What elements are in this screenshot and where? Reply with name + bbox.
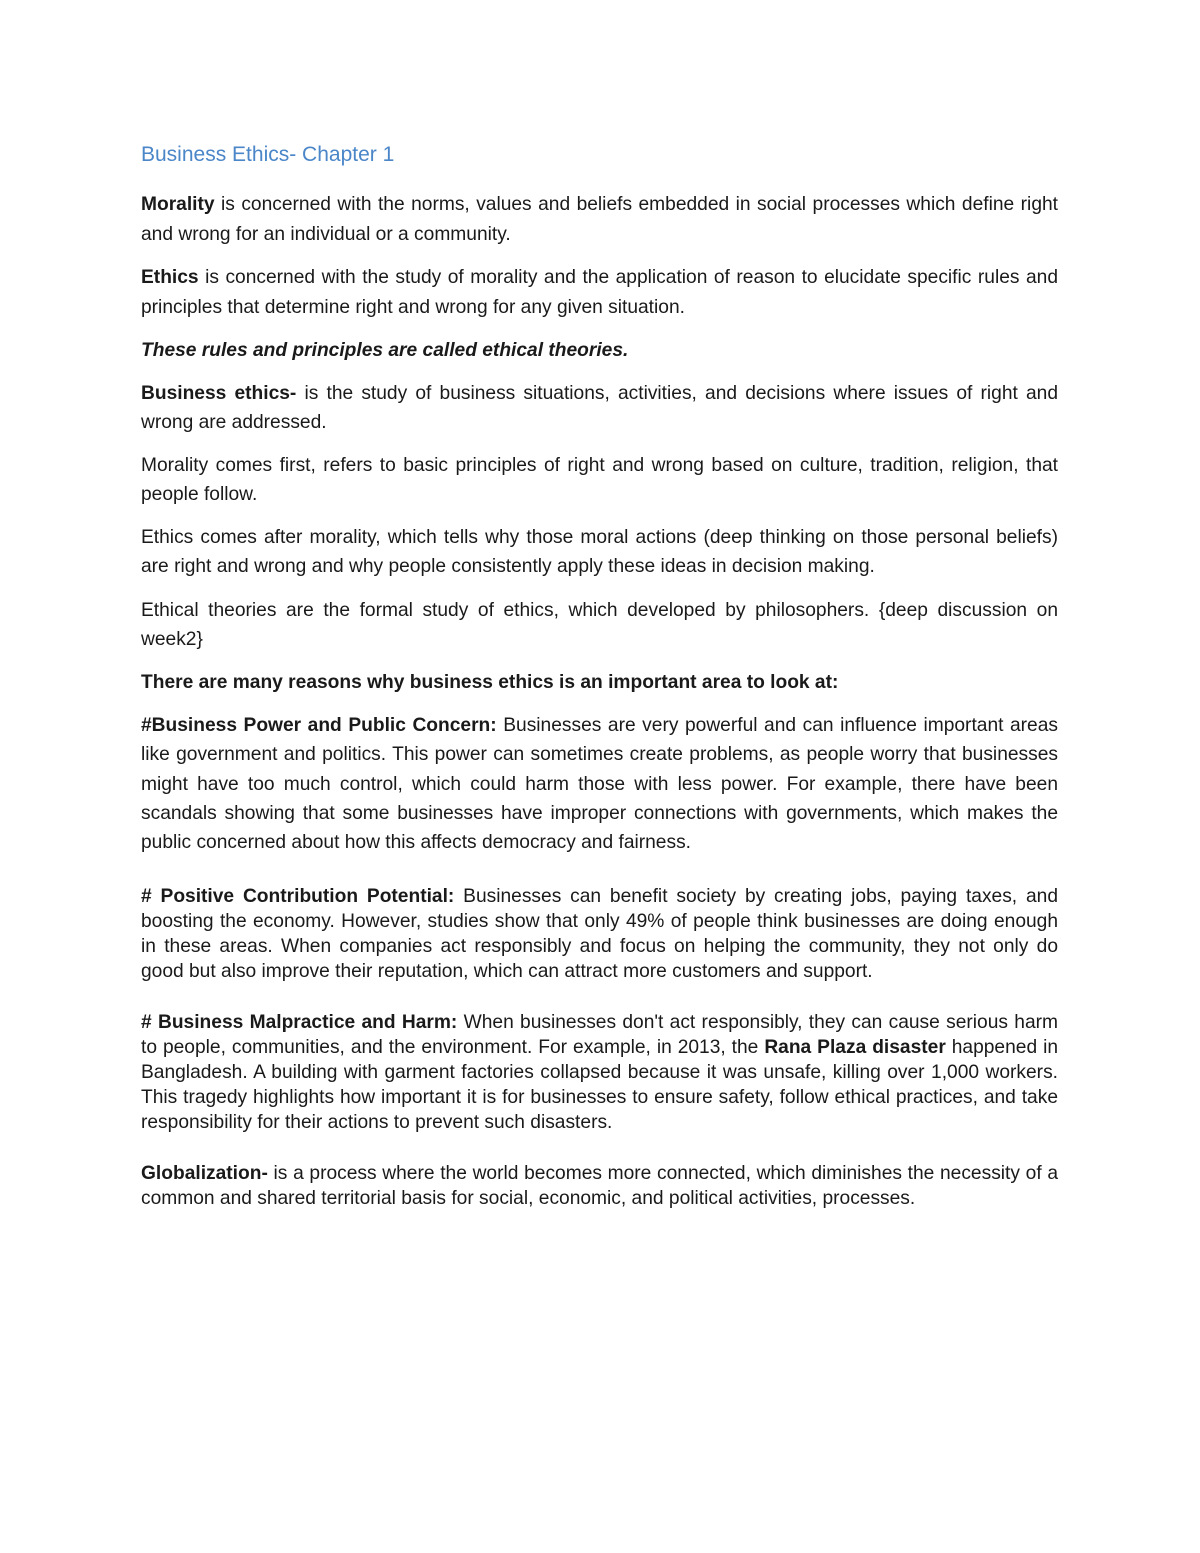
- document-page: [141, 140, 1058, 1225]
- morality-term: Morality: [141, 194, 215, 215]
- ethics-after-paragraph: Ethics comes after morality, which tells why those moral actions (deep thinking on those personal beliefs) are right and wrong and why people consistently apply these ideas in decision making.: [141, 527, 1058, 578]
- ethical-theories-note: [141, 336, 1058, 365]
- malpractice-text-a: When businesses don't act responsibly, they can cause serious harm to people, communities, and the environment. For example, in 2013, the: [141, 1011, 1058, 1058]
- ethical-theories-paragraph: Ethical theories are the formal study of ethics, which developed by philosophers. {deep discussion on week2}: [141, 599, 1058, 650]
- globalization-term: Globalization-: [141, 1162, 268, 1184]
- positive-contribution-term: # Positive Contribution Potential:: [141, 885, 455, 907]
- business-power-paragraph: [141, 711, 1058, 857]
- malpractice-text-b: happened in Bangladesh. A building with garment factories collapsed because it was unsafe, killing over 1,000 workers. This tragedy highlights how important it is for businesses to ensure safety, follow ethical practices, and take responsibility for their actions to prevent such disasters.: [141, 1036, 1059, 1133]
- rana-plaza-highlight: Rana Plaza disaster: [764, 1036, 946, 1058]
- business-ethics-term: Business ethics-: [141, 383, 297, 404]
- positive-contribution-paragraph: [141, 884, 1058, 984]
- reasons-heading-text: There are many reasons why business ethics is an important area to look at:: [141, 672, 839, 694]
- globalization-paragraph: [141, 1161, 1058, 1211]
- business-ethics-text: is the study of business situations, activities, and decisions where issues of right and wrong are addressed.: [141, 383, 1058, 433]
- business-power-term: #Business Power and Public Concern:: [141, 715, 497, 737]
- positive-contribution-text: Businesses can benefit society by creating jobs, paying taxes, and boosting the economy. However, studies show that only 49% of people think businesses are doing enough in these areas. When companies act responsibly and focus on helping the community, they not only do good but also improve their reputation, which can attract more customers and support.: [141, 885, 1059, 982]
- morality-text: is concerned with the norms, values and beliefs embedded in social processes which define right and wrong for an individual or a community.: [141, 194, 1058, 245]
- malpractice-term: # Business Malpractice and Harm:: [141, 1011, 458, 1033]
- ethics-text: is concerned with the study of morality and the application of reason to elucidate specific rules and principles that determine right and wrong for any given situation.: [141, 267, 1058, 318]
- globalization-text: is a process where the world becomes more connected, which diminishes the necessity of a common and shared territorial basis for social, economic, and political activities, processes.: [141, 1162, 1058, 1209]
- ethical-theories-note-text: These rules and principles are called ethical theories.: [141, 340, 629, 361]
- business-ethics-paragraph: [141, 379, 1058, 437]
- business-power-text: Businesses are very powerful and can influence important areas like government and politics. This power can sometimes create problems, as people worry that businesses might have too much control, which could harm those with less power. For example, there have been scandals showing that some businesses have improper connections with governments, which makes the public concerned about how this affects democracy and fairness.: [141, 715, 1058, 854]
- ethics-term: Ethics: [141, 267, 199, 288]
- morality-first-paragraph: Morality comes first, refers to basic principles of right and wrong based on culture, tradition, religion, that people follow.: [141, 455, 1058, 505]
- morality-paragraph: [141, 190, 1058, 249]
- document-title: Business Ethics- Chapter 1: [141, 143, 395, 166]
- ethics-paragraph: [141, 263, 1058, 322]
- malpractice-paragraph: [141, 1010, 1058, 1135]
- reasons-heading: [141, 668, 1058, 697]
